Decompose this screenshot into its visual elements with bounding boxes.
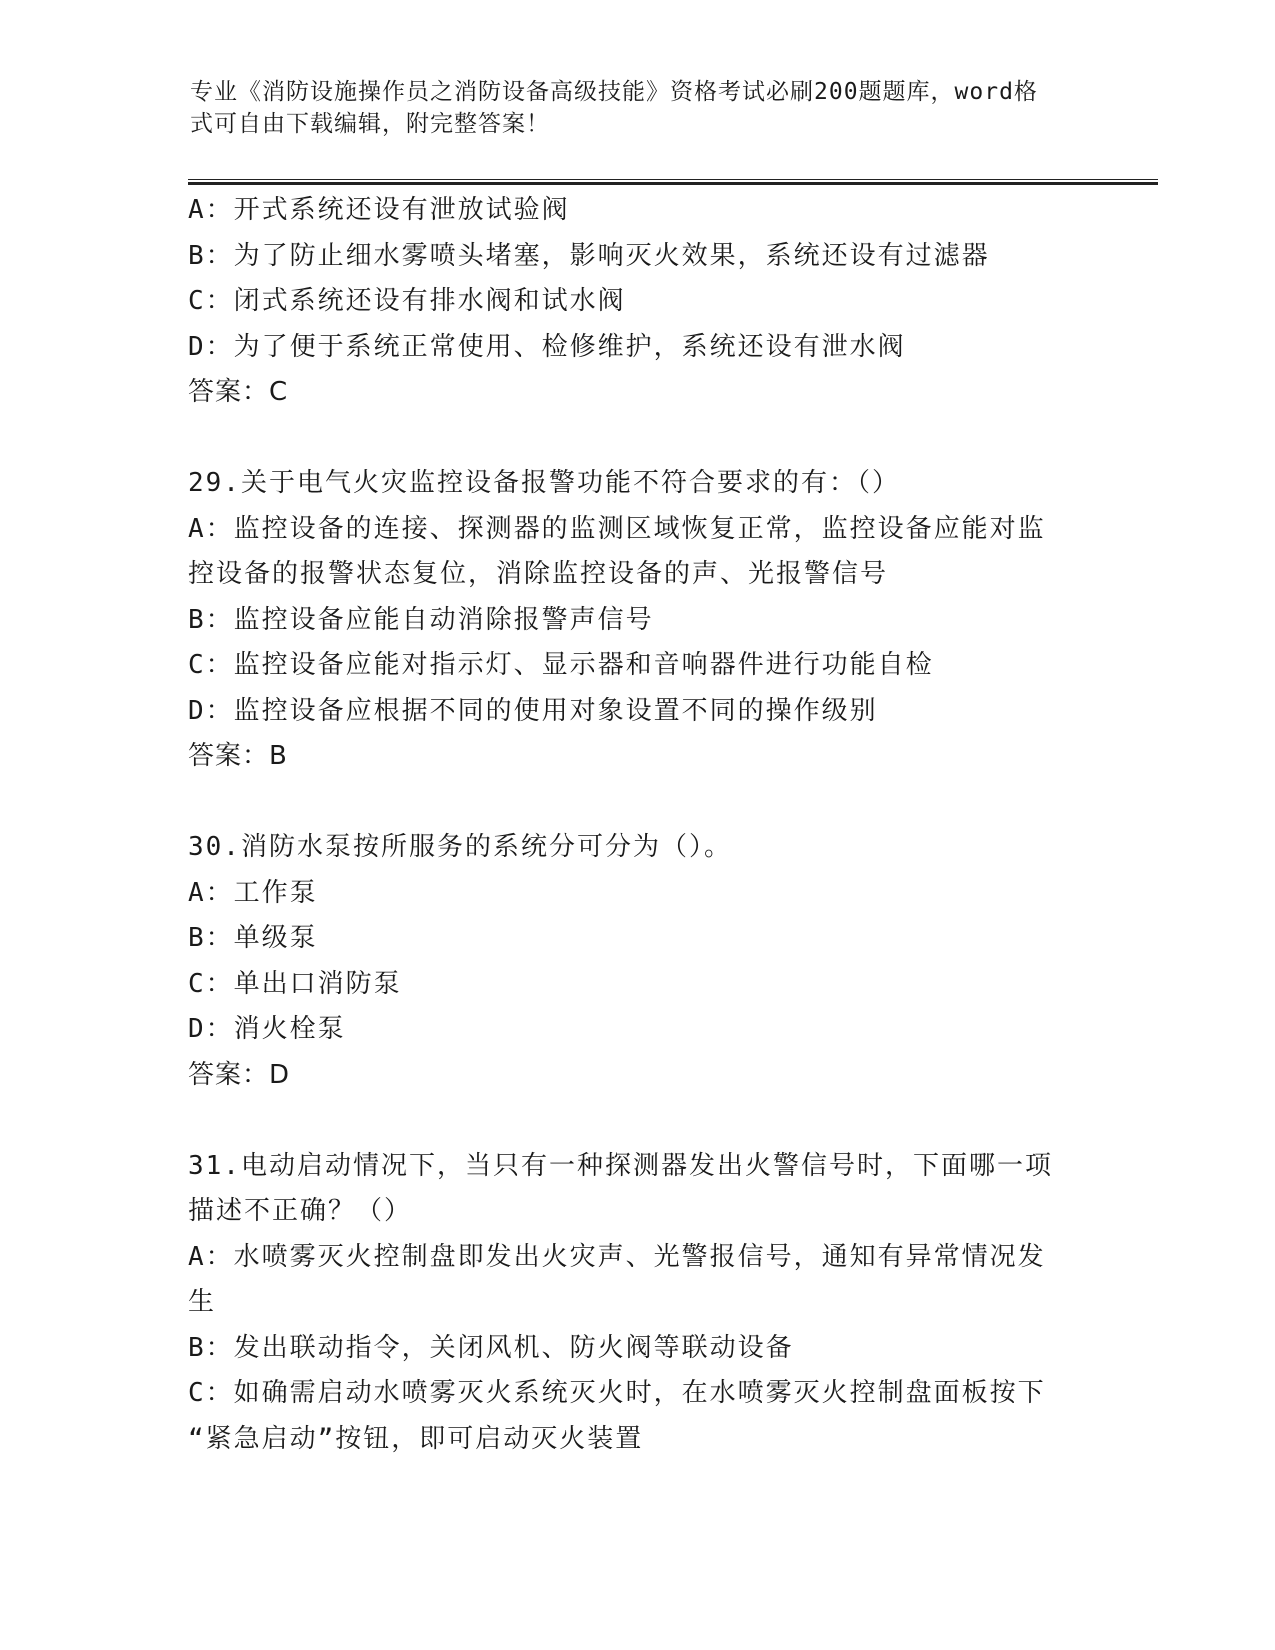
- option-a: A：监控设备的连接、探测器的监测区域恢复正常，监控设备应能对监: [188, 513, 1046, 544]
- option-d: D：为了便于系统正常使用、检修维护，系统还设有泄水阀: [188, 331, 906, 362]
- answer-line: 答案：B: [188, 741, 288, 771]
- question-stem: 29.关于电气火灾监控设备报警功能不符合要求的有：（）: [188, 468, 900, 498]
- option-b: B：监控设备应能自动消除报警声信号: [188, 604, 654, 635]
- option-c-continued: “紧急启动”按钮，即可启动灭火装置: [188, 1423, 644, 1454]
- header-divider-thick: [188, 182, 1158, 185]
- question-stem: 30.消防水泵按所服务的系统分可分为（）。: [188, 832, 732, 862]
- question-block-31: [188, 1144, 1088, 1463]
- option-a: A：开式系统还设有泄放试验阀: [188, 195, 570, 225]
- option-c: C：单出口消防泵: [188, 968, 402, 999]
- question-stem: 31.电动启动情况下，当只有一种探测器发出火警信号时，下面哪一项: [188, 1150, 1053, 1181]
- answer-line: 答案：D: [188, 1059, 291, 1090]
- option-a: A：水喷雾灭火控制盘即发出火灾声、光警报信号，通知有异常情况发: [188, 1241, 1046, 1272]
- question-block-30: [188, 825, 1088, 1098]
- option-c: C：闭式系统还设有排水阀和试水阀: [188, 286, 626, 316]
- option-d: D：消火栓泵: [188, 1014, 346, 1044]
- document-header: [190, 76, 1090, 140]
- question-block-prev: [188, 188, 1088, 416]
- spacer: [188, 416, 1088, 462]
- option-b: B：单级泵: [188, 923, 318, 953]
- spacer: [188, 780, 1088, 826]
- answer-line: 答案：C: [188, 377, 289, 407]
- question-stem-continued: 描述不正确？（）: [188, 1196, 413, 1226]
- header-line-1: 专业《消防设施操作员之消防设备高级技能》资格考试必刷200题题库，word格: [190, 79, 1038, 105]
- header-divider-thin: [188, 179, 1158, 180]
- option-d: D：监控设备应根据不同的使用对象设置不同的操作级别: [188, 695, 878, 726]
- spacer: [188, 1098, 1088, 1144]
- option-b: B：为了防止细水雾喷头堵塞，影响灭火效果，系统还设有过滤器: [188, 240, 990, 271]
- option-a-continued: 控设备的报警状态复位，消除监控设备的声、光报警信号: [188, 559, 889, 589]
- question-block-29: [188, 461, 1088, 780]
- option-a: A：工作泵: [188, 877, 318, 908]
- option-a-continued: 生: [188, 1287, 217, 1317]
- option-c: C：如确需启动水喷雾灭火系统灭火时，在水喷雾灭火控制盘面板按下: [188, 1378, 1046, 1408]
- header-line-2: 式可自由下载编辑，附完整答案！: [190, 111, 550, 137]
- option-b: B：发出联动指令，关闭风机、防火阀等联动设备: [188, 1332, 794, 1363]
- option-c: C：监控设备应能对指示灯、显示器和音响器件进行功能自检: [188, 650, 934, 680]
- question-list: [188, 188, 1088, 1462]
